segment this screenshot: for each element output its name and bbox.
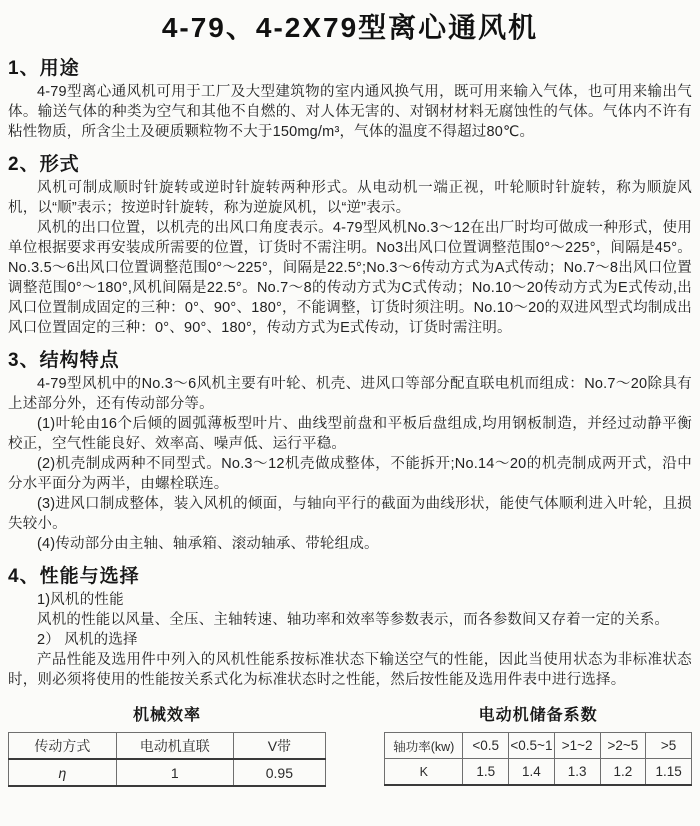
mechanical-efficiency-block <box>8 702 326 787</box>
cell-k-value-2: 1.4 <box>509 759 555 786</box>
structure-item-impeller: (1)叶轮由16个后倾的圆弧薄板型叶片、曲线型前盘和平板后盘组成,均用钢板制造，并经过动静平衡校正，空气性能良好、效率高、噪声低、运行平稳。 <box>8 416 692 452</box>
cell-vbelt-value: 0.95 <box>233 759 325 786</box>
section-form <box>8 149 692 338</box>
structure-item-casing: (2)机壳制成两种不同型式。No.3～12机壳做成整体，不能拆开;No.14～20的机壳制成两开式，沿中分水平面分为两半，由螺栓联连。 <box>8 456 692 492</box>
motor-reserve-table <box>384 732 692 786</box>
cell-k-value-4: 1.2 <box>600 759 646 786</box>
cell-eta: η <box>9 759 117 786</box>
header-cell-shaft-power: 轴功率(kw) <box>385 733 463 759</box>
section-performance <box>8 561 692 690</box>
table-row <box>9 759 326 786</box>
structure-paragraph-intro: 4-79型风机中的No.3～6风机主要有叶轮、机壳、进风口等部分配直联电机而组成：No.7～20除具有上述部分外，还有传动部分等。 <box>8 376 692 412</box>
table-row <box>385 759 692 786</box>
header-cell-direct-motor: 电动机直联 <box>116 733 233 760</box>
form-paragraph-rotation: 风机可制成顺时针旋转或逆时针旋转两种形式。从电动机一端正视，叶轮顺时针旋转，称为顺旋风机，以“顺”表示；按逆时针旋转，称为逆旋风机，以“逆”表示。 <box>8 180 692 216</box>
motor-reserve-block <box>384 702 692 787</box>
table-header-row <box>385 733 692 759</box>
cell-k-label: K <box>385 759 463 786</box>
header-cell-range-1: <0.5 <box>463 733 509 759</box>
cell-k-value-1: 1.5 <box>463 759 509 786</box>
header-cell-v-belt: V带 <box>233 733 325 760</box>
section-heading-form: 2、形式 <box>8 154 80 175</box>
performance-subheading-2: 2） 风机的选择 <box>37 632 138 648</box>
table-header-row <box>9 733 326 760</box>
cell-direct-value: 1 <box>116 759 233 786</box>
section-heading-usage: 1、用途 <box>8 58 80 79</box>
structure-item-inlet: (3)进风口制成整体，装入风机的倾面，与轴向平行的截面为曲线形状，能使气体顺利进入叶轮，且损失较小。 <box>8 496 692 532</box>
header-cell-range-4: >2~5 <box>600 733 646 759</box>
mechanical-efficiency-table <box>8 732 326 787</box>
cell-k-value-3: 1.3 <box>554 759 600 786</box>
header-cell-range-3: >1~2 <box>554 733 600 759</box>
header-cell-range-5: >5 <box>646 733 692 759</box>
section-structure <box>8 345 692 554</box>
mechanical-efficiency-title: 机械效率 <box>133 707 202 724</box>
header-cell-range-2: <0.5~1 <box>509 733 555 759</box>
structure-item-drive: (4)传动部分由主轴、轴承箱、滚动轴承、带轮组成。 <box>37 536 379 552</box>
section-heading-performance: 4、性能与选择 <box>8 566 140 587</box>
bottom-tables <box>8 702 692 787</box>
performance-paragraph-1: 风机的性能以风量、全压、主轴转速、轴功率和效率等参数表示，而各参数间又存着一定的关系。 <box>37 612 670 628</box>
header-cell-drive-mode: 传动方式 <box>9 733 117 760</box>
performance-paragraph-2: 产品性能及选用件中列入的风机性能系按标准状态下输送空气的性能，因此当使用状态为非标准状态时，则必须将使用的性能按关系式化为标准状态时之性能，然后按性能及选用件表中进行选择。 <box>8 652 692 688</box>
section-usage <box>8 53 692 142</box>
performance-subheading-1: 1)风机的性能 <box>37 592 124 608</box>
usage-paragraph: 4-79型离心通风机可用于工厂及大型建筑物的室内通风换气用，既可用来输入气体，也可用来输出气体。输送气体的种类为空气和其他不自燃的、对人体无害的、对钢材材料无腐蚀性的气体。气体内不许有粘性物质，所含尘土及硬质颗粒物不大于150mg/m³，气体的温度不得超过80℃。 <box>8 84 692 140</box>
motor-reserve-title: 电动机储备系数 <box>478 707 598 724</box>
page-title: 4-79、4-2X79型离心通风机 <box>161 12 539 43</box>
form-paragraph-outlet-position: 风机的出口位置，以机壳的出风口角度表示。4-79型风机No.3～12在出厂时均可做成一种形式，使用单位根据要求再安装成所需要的位置，订货时不需注明。No3出风口位置调整范围0°～225°，间隔是45°。No.3.5～6出风口位置调整范围0°～225°，间隔是22.5°;No.3～6传动方式为A式传动；No.7～8出风口位置调整范围0°～180°,风机间隔是22.5°。No.7～8的传动方式为C式传动；No.10～20传动方式为E式传动,出风口位置制成固定的三种：0°、90°、180°，不能调整，订货时须注明。No.10～20的双进风型式均制成出风口位置固定的三种：0°、90°、180°，传动方式为E式传动，订货时需注明。 <box>8 220 692 336</box>
cell-k-value-5: 1.15 <box>646 759 692 786</box>
section-heading-structure: 3、结构特点 <box>8 350 120 371</box>
